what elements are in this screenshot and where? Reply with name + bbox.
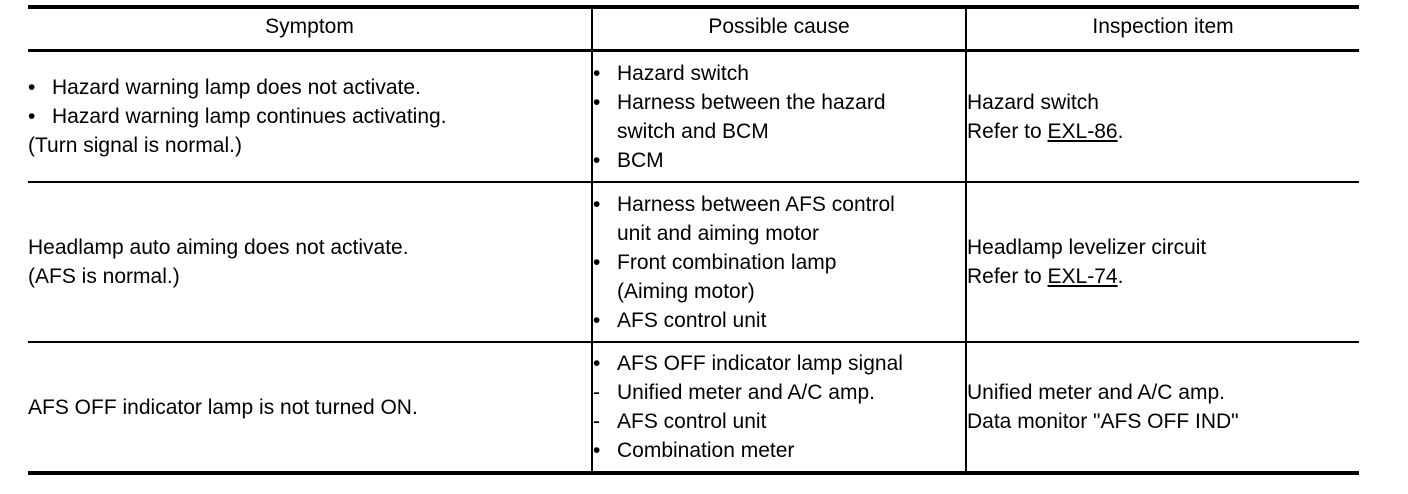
symptom-text: Hazard warning lamp continues activating. (52, 105, 447, 128)
cause-item (593, 407, 965, 436)
cause-text: Hazard switch (617, 61, 749, 85)
bullet-marker: • (593, 148, 601, 172)
symptom-cell (28, 51, 592, 183)
reference-link-exl-86[interactable]: EXL-86 (1047, 119, 1118, 143)
inspection-reference (967, 262, 1359, 291)
cause-text: Unified meter and A/C amp. (617, 381, 875, 404)
cause-item (593, 248, 965, 306)
bullet-marker: • (28, 105, 36, 128)
symptom-note: (Turn signal is normal.) (28, 134, 242, 157)
bullet-marker: • (593, 61, 601, 85)
diagnosis-table-container (28, 5, 1359, 475)
inspection-text: Data monitor "AFS OFF IND" (967, 410, 1239, 433)
symptom-cell (28, 342, 592, 473)
cause-text: (Aiming motor) (617, 279, 755, 303)
cause-text: BCM (617, 148, 664, 172)
cause-text: unit and aiming motor (617, 221, 819, 245)
table-header-row (28, 7, 1359, 51)
inspection-reference (967, 117, 1359, 146)
possible-cause-cell (592, 342, 966, 473)
inspection-title: Hazard switch (967, 90, 1099, 114)
symptom-note: (AFS is normal.) (28, 265, 180, 288)
cause-item (593, 190, 965, 248)
cause-item (593, 146, 965, 175)
cause-text: Front combination lamp (617, 250, 837, 274)
cause-text: AFS control unit (617, 410, 767, 433)
bullet-marker: • (593, 308, 601, 332)
cause-item (593, 88, 965, 146)
symptom-cell (28, 182, 592, 342)
symptom-text: Headlamp auto aiming does not activate. (28, 236, 409, 259)
symptom-bullet (28, 102, 591, 131)
reference-link-exl-74[interactable]: EXL-74 (1047, 265, 1118, 288)
header-possible-cause: Possible cause (592, 7, 966, 51)
cause-item (593, 306, 965, 335)
table-row (28, 51, 1359, 183)
cause-item (593, 436, 965, 465)
bullet-marker: • (593, 250, 601, 274)
refer-suffix: . (1117, 119, 1124, 143)
inspection-item-cell (966, 342, 1359, 473)
bullet-marker: • (593, 439, 601, 462)
cause-text: AFS OFF indicator lamp signal (617, 352, 903, 375)
dash-marker: - (593, 381, 600, 404)
refer-prefix: Refer to (967, 265, 1048, 288)
bullet-marker: • (28, 76, 36, 99)
symptom-table (28, 5, 1359, 475)
possible-cause-cell (592, 182, 966, 342)
cause-text: Harness between AFS control (617, 192, 895, 216)
inspection-text: Unified meter and A/C amp. (967, 381, 1225, 404)
inspection-title: Headlamp levelizer circuit (967, 236, 1207, 259)
symptom-text: AFS OFF indicator lamp is not turned ON. (28, 395, 418, 419)
symptom-text: Hazard warning lamp does not activate. (52, 76, 421, 99)
bullet-marker: • (593, 352, 601, 375)
header-symptom: Symptom (28, 7, 592, 51)
cause-text: switch and BCM (617, 119, 769, 143)
cause-item (593, 378, 965, 407)
cause-text: Harness between the hazard (617, 90, 886, 114)
cause-text: AFS control unit (617, 308, 767, 332)
header-inspection-item: Inspection item (966, 7, 1359, 51)
cause-item (593, 59, 965, 88)
dash-marker: - (593, 410, 600, 433)
symptom-bullet (28, 73, 591, 102)
refer-prefix: Refer to (967, 119, 1048, 143)
cause-text: Combination meter (617, 439, 795, 462)
cause-item (593, 349, 965, 378)
bullet-marker: • (593, 192, 601, 216)
inspection-item-cell (966, 182, 1359, 342)
inspection-item-cell (966, 51, 1359, 183)
table-row (28, 342, 1359, 473)
refer-suffix: . (1117, 265, 1124, 288)
table-row (28, 182, 1359, 342)
possible-cause-cell (592, 51, 966, 183)
bullet-marker: • (593, 90, 601, 114)
